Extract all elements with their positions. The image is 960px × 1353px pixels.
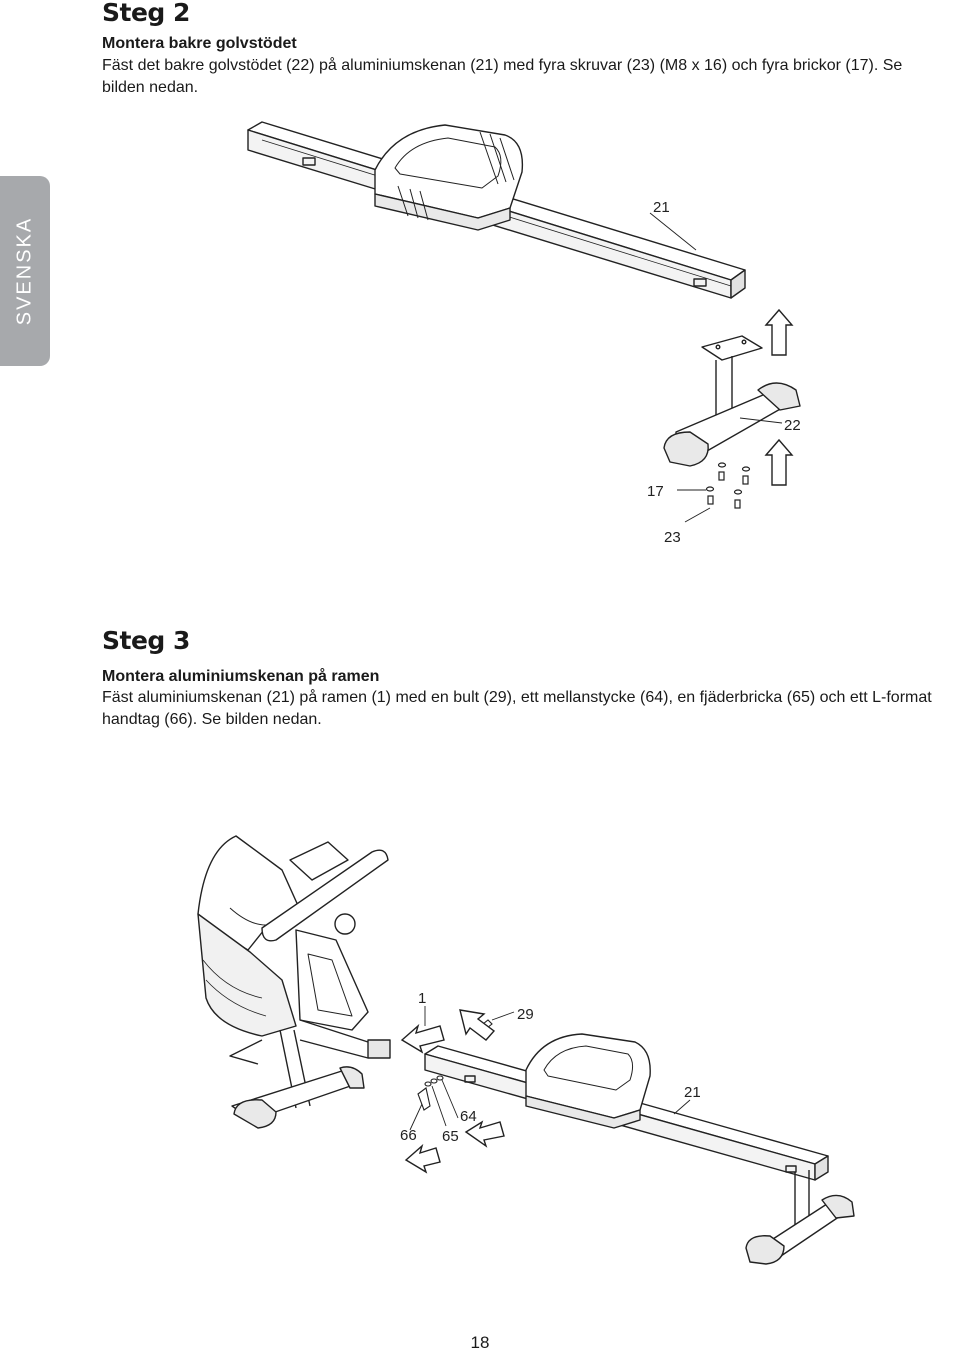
page-number: 18 <box>470 1333 490 1352</box>
label-66: 66 <box>400 1127 417 1144</box>
label-22: 22 <box>784 417 801 434</box>
step-2-instructions: Fäst det bakre golvstödet (22) på aluminiumskenan (21) med fyra skruvar (23) (M8 x 16) och fyra brickor (17). Se bilden nedan. <box>102 57 903 96</box>
language-tab-label: SVENSKA <box>13 216 36 326</box>
label-23: 23 <box>664 529 681 546</box>
label-21: 21 <box>653 199 670 216</box>
label-1: 1 <box>418 990 427 1007</box>
step-2-illustration <box>0 110 960 560</box>
step-3-title: Steg 3 <box>102 626 190 655</box>
label-64: 64 <box>460 1108 477 1125</box>
step-2-subtitle: Montera bakre golvstödet <box>102 35 297 52</box>
step-3-instructions: Fäst aluminiumskenan (21) på ramen (1) med en bult (29), ett mellanstycke (64), en fjäderbricka (65) och ett L-format handtag (66). Se bilden nedan. <box>102 689 932 728</box>
step-2-title: Steg 2 <box>102 0 190 27</box>
label-17: 17 <box>647 483 664 500</box>
step-3-subtitle: Montera aluminiumskenan på ramen <box>102 668 380 685</box>
label-21-rail: 21 <box>684 1084 701 1101</box>
label-65: 65 <box>442 1128 459 1145</box>
label-29: 29 <box>517 1006 534 1023</box>
step-3-illustration <box>0 830 960 1290</box>
